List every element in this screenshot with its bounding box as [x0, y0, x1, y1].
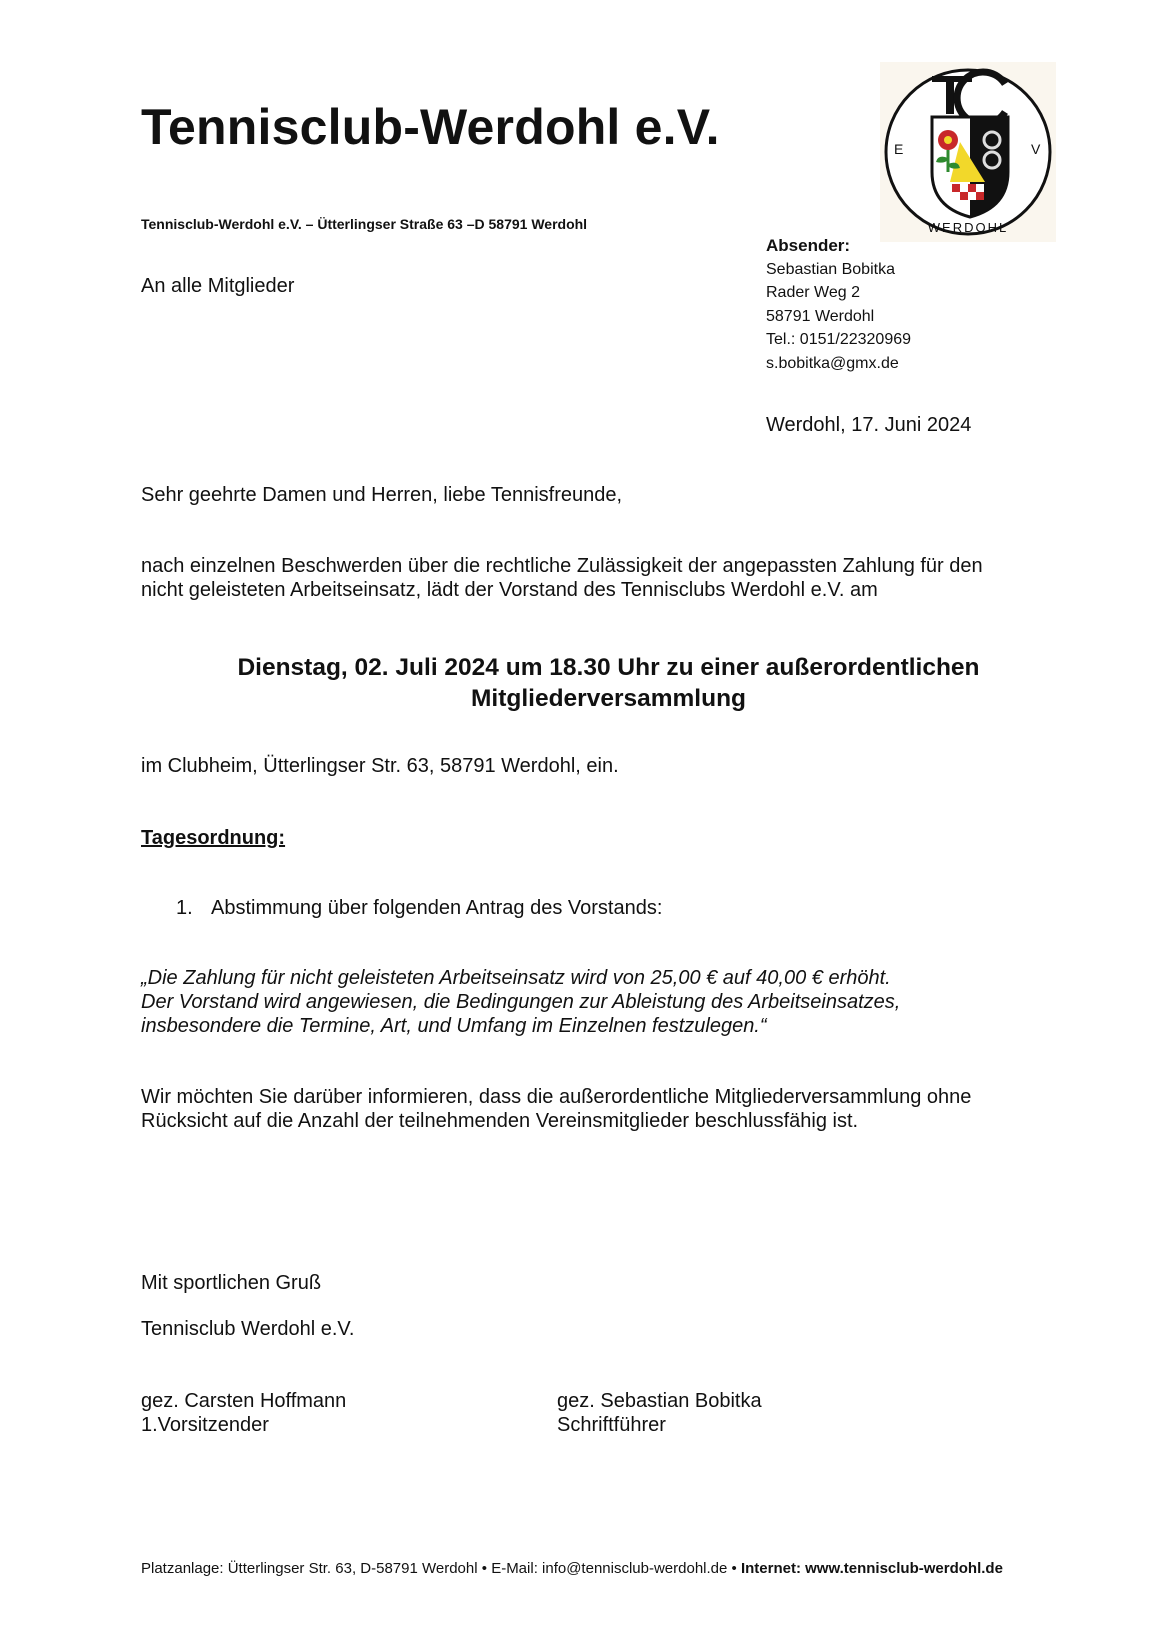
signatory-name: gez. Carsten Hoffmann	[141, 1390, 347, 1412]
footer-separator: •	[731, 1560, 737, 1577]
footer-internet[interactable]: Internet: www.tennisclub-werdohl.de	[740, 1560, 1003, 1577]
agenda-item	[176, 897, 662, 920]
notice-line: Wir möchten Sie darüber informieren, dass die außerordentliche Mitgliederversammlung ohne	[141, 1086, 972, 1108]
motion-line: Der Vorstand wird angewiesen, die Bedingungen zur Ableistung des Arbeitseinsatzes,	[141, 991, 901, 1013]
return-address: Tennisclub-Werdohl e.V. – Ütterlingser Straße 63 –D 58791 Werdohl	[141, 216, 588, 232]
headline-line: Dienstag, 02. Juli 2024 um 18.30 Uhr zu einer außerordentlichen	[237, 654, 980, 681]
agenda-item-number: 1.	[176, 897, 193, 919]
signatory-secretary	[557, 1389, 762, 1437]
agenda-item-text: Abstimmung über folgenden Antrag des Vorstands:	[211, 897, 663, 919]
logo-letters-bottom: WERDOHL	[927, 220, 1009, 235]
motion-line: „Die Zahlung für nicht geleisteten Arbeitseinsatz wird von 25,00 € auf 40,00 € erhöht.	[141, 967, 891, 989]
sender-street: Rader Weg 2	[766, 284, 860, 301]
club-logo	[880, 62, 1056, 242]
sender-city: 58791 Werdohl	[766, 307, 875, 325]
signatory-chair	[141, 1389, 346, 1437]
sender-name: Sebastian Bobitka	[766, 260, 895, 278]
quorum-notice	[141, 1085, 971, 1133]
agenda-heading: Tagesordnung:	[141, 827, 286, 849]
sender-phone: Tel.: 0151/22320969	[766, 331, 912, 348]
sender-label: Absender:	[766, 236, 851, 255]
motion-quote	[141, 966, 900, 1038]
intro-line: nicht geleisteten Arbeitseinsatz, lädt der Vorstand des Tennisclubs Werdohl e.V. am	[141, 579, 878, 601]
footer-address: Platzanlage: Ütterlingser Str. 63, D-58791 Werdohl	[141, 1560, 478, 1577]
signatory-role: 1.Vorsitzender	[141, 1414, 269, 1436]
club-title: Tennisclub-Werdohl e.V.	[141, 99, 720, 155]
meeting-headline	[141, 652, 1076, 714]
intro-paragraph	[141, 554, 1081, 602]
signatory-name: gez. Sebastian Bobitka	[557, 1390, 762, 1412]
headline-line: Mitgliederversammlung	[470, 685, 746, 712]
greeting: Sehr geehrte Damen und Herren, liebe Tennisfreunde,	[141, 484, 623, 506]
recipient: An alle Mitglieder	[141, 275, 295, 297]
logo-letter-v: V	[1031, 141, 1041, 157]
signatory-role: Schriftführer	[557, 1414, 666, 1436]
sender-block	[766, 234, 911, 375]
date-line: Werdohl, 17. Juni 2024	[766, 414, 972, 436]
venue: im Clubheim, Ütterlingser Str. 63, 58791 Werdohl, ein.	[141, 755, 619, 777]
sender-email: s.bobitka@gmx.de	[766, 354, 899, 372]
footer-email[interactable]: E-Mail: info@tennisclub-werdohl.de	[491, 1560, 728, 1577]
closing-club: Tennisclub Werdohl e.V.	[141, 1318, 355, 1340]
logo-letter-e: E	[894, 141, 904, 157]
motion-line: insbesondere die Termine, Art, und Umfang im Einzelnen festzulegen.“	[141, 1015, 767, 1037]
footer	[141, 1560, 1003, 1577]
footer-separator: •	[481, 1560, 488, 1577]
closing-regards: Mit sportlichen Gruß	[141, 1272, 322, 1294]
intro-line: nach einzelnen Beschwerden über die rechtliche Zulässigkeit der angepassten Zahlung für den	[141, 555, 983, 577]
notice-line: Rücksicht auf die Anzahl der teilnehmenden Vereinsmitglieder beschlussfähig ist.	[141, 1110, 859, 1132]
